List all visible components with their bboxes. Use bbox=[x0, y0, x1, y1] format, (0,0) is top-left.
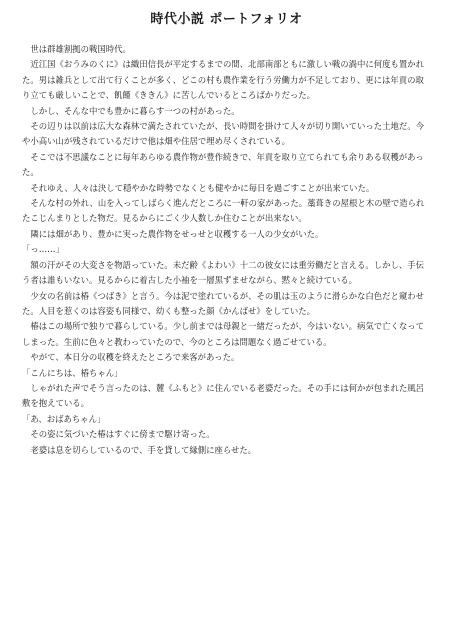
paragraph: しゃがれた声でそう言ったのは、麓《ふもと》に住んでいる老婆だった。その手には何かが包まれた風呂敷を抱えている。 bbox=[22, 382, 425, 409]
paragraph: 少女の名前は椿《つばき》と言う。今は泥で塗れているが、その肌は玉のように滑らかな白色だと窺わせた。人目を惹くのは容姿も同様で、幼くも整った顔《かんばせ》をしていた。 bbox=[22, 290, 425, 316]
document-body bbox=[22, 42, 431, 458]
paragraph: その姿に気づいた椿はすぐに傍まで駆け寄った。 bbox=[30, 429, 215, 440]
paragraph: 近江国《おうみのくに》は織田信長が平定するまでの間、北部南部ともに激しい戦の渦中に何度も置かれた。男は雑兵として出て行くことが多く、どこの村も農作業を行う労働力が不足しており、更には年貢の取り立ても厳しいことで、飢饉《ききん》に苦しんでいるところばかりだった。 bbox=[22, 59, 425, 101]
dialogue-line: 「こんにちは、椿ちゃん」 bbox=[22, 367, 123, 378]
paragraph: 椿はこの場所で独りで暮らしている。少し前までは母親と一緒だったが、今はいない。病気で亡くなってしまった。生前に色々と教わっていたので、今のところは問題なく過ごせている。 bbox=[22, 321, 425, 347]
document-title: 時代小説 ポートフォリオ bbox=[150, 12, 303, 27]
paragraph: 隣には畑があり、豊かに実った農作物をせっせと収穫する一人の少女がいた。 bbox=[30, 228, 324, 239]
paragraph: それゆえ、人々は決して穏やかな時勢でなくとも健やかに毎日を過ごすことが出来ていた。 bbox=[30, 182, 375, 193]
dialogue-line: 「あ、おばあちゃん」 bbox=[22, 413, 106, 424]
paragraph: 世は群雄割拠の戦国時代。 bbox=[30, 44, 131, 54]
paragraph: その辺りは以前は広大な森林で満たされていたが、長い時間を掛けて人々が切り開いていった土地だ。今や小高い山が残されているだけで他は畑や住居で埋め尽くされている。 bbox=[22, 121, 425, 147]
paragraph: 老婆は息を切らしているので、手を貸して縁側に座らせた。 bbox=[30, 444, 257, 455]
paragraph: そこでは不思議なことに毎年あらゆる農作物が豊作続きで、年貢を取り立てられても余りある収穫があった。 bbox=[22, 151, 424, 178]
paragraph: そんな村の外れ、山を入ってしばらく進んだところに一軒の家があった。藁葺きの屋根と木の壁で造られたこじんまりとした物だ。見るからにごく少人数しか住むことが出来ない。 bbox=[22, 198, 425, 224]
paragraph: 額の汗がその大変さを物語っていた。未だ齢《よわい》十二の彼女には重労働だと言える。しかし、手伝う者は誰もいない。見るからに着古した小袖を一層黒ずませながら、黙々と続けている。 bbox=[22, 259, 425, 286]
paragraph: やがて、本日分の収穫を終えたところで来客があった。 bbox=[30, 352, 240, 363]
paragraph: しかし、そんな中でも豊かに暮らす一つの村があった。 bbox=[30, 105, 240, 116]
dialogue-line: 「っ……」 bbox=[22, 244, 64, 255]
